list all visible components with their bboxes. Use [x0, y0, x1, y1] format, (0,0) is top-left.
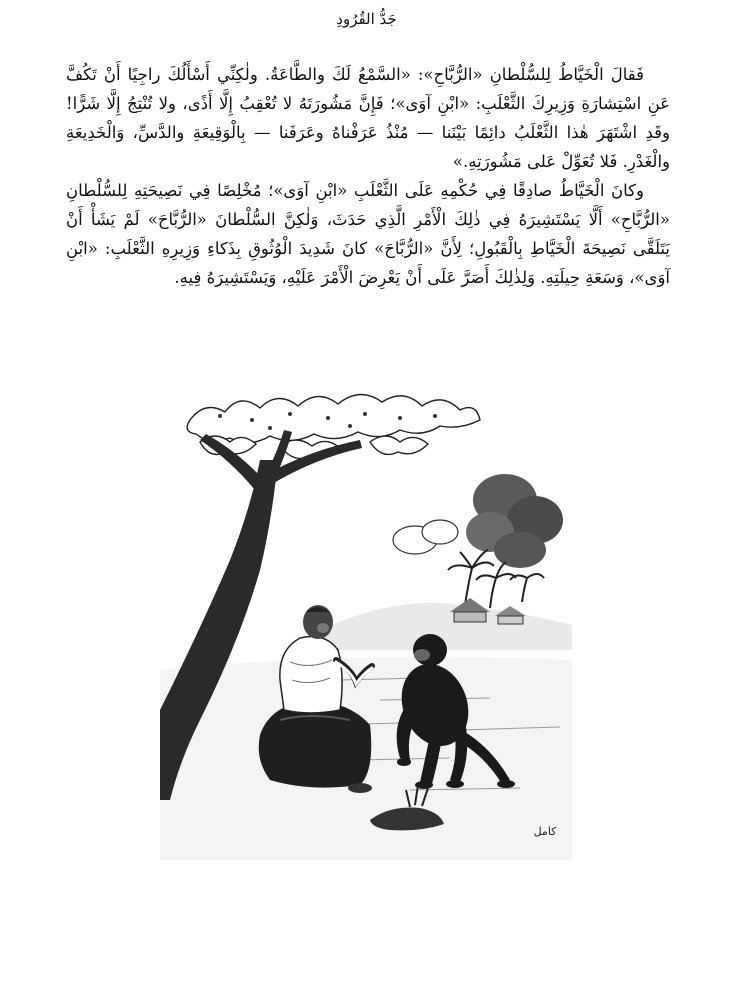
artist-signature: كامل: [533, 825, 557, 838]
paragraph-1: فَقالَ الْخَيَّاطُ لِلسُّلْطانِ «الرُّبَّاحِ»: «السَّمْعُ لَكَ والطَّاعَةُ. ولٰكِنِّي أَسْأَلُكَ راجِيًا أَنْ تَكُفَّ عَنِ اسْتِشارَةِ وَزِيرِكَ الثَّعْلَبِ: «ابْنِ آوَى»؛ فَإِنَّ مَشُورَتَهُ لا تُعْقِبُ إِلَّا أَذًى، ولا تُنْتِجُ إِلَّا شَرًّا! وقَدِ اشْتَهَرَ هٰذا الثَّعْلَبُ دائِمًا بَيْنَنا — مُنْذُ عَرَفْناهُ وعَرَفَنا — بِالْوَقِيعَةِ والدَّسِّ، وَالْخَدِيعَةِ والْغَدْرِ. فَلا تُعَوِّلْ عَلى مَشُورَتِهِ.»: [66, 65, 670, 171]
illustration-tailor-and-monkey: [160, 380, 572, 860]
page-header: جَدُّ القُرُودِ: [336, 10, 397, 28]
paragraph-2: وكانَ الْخَيَّاطُ صادِقًا فِي حُكْمِهِ عَلَى الثَّعْلَبِ «ابْنِ آوَى»؛ مُخْلِصًا فِي نَصِيحَتِهِ لِلسُّلْطانِ «الرُّبَّاحِ» أَلَّا يَسْتَشِيرَهُ فِي ذٰلِكَ الْأَمْرِ الَّذِي حَدَثَ، وَلٰكِنَّ السُّلْطانَ «الرُّبَّاحَ» لَمْ يَشَأْ أَنْ يَتَلَقَّى نَصِيحَةَ الْخَيَّاطِ بِالْقَبُولِ؛ لِأَنَّ «الرُّبَّاحَ» كانَ شَدِيدَ الْوُثُوقِ بِذَكاءِ وَزِيرِهِ الثَّعْلَبِ: «ابْنِ آوَى»، وَسَعَةِ حِيلَتِهِ. وَلِذٰلِكَ أَصَرَّ عَلَى أَنْ يَعْرِضَ الْأَمْرَ عَلَيْهِ، وَيَسْتَشِيرَهُ فِيهِ.: [66, 181, 670, 287]
body-text: [66, 60, 670, 292]
